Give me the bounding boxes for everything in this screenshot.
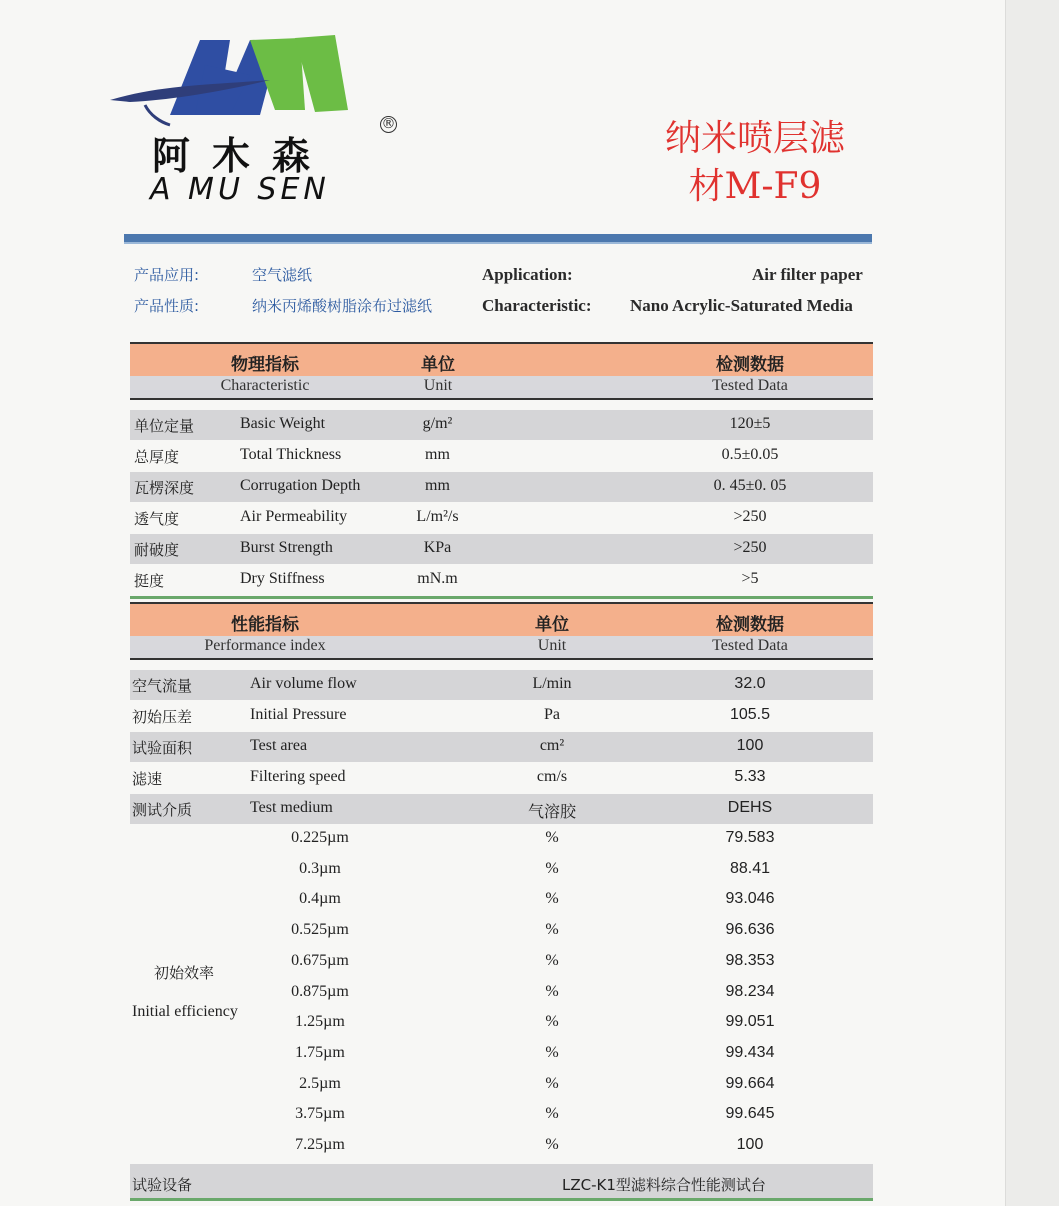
row-label-cn: 初始压差 — [132, 708, 193, 726]
row-value: >5 — [741, 570, 759, 587]
performance-col1-en: Performance index — [204, 637, 326, 654]
equipment-value: LZC-K1型滤料综合性能测试台 — [562, 1176, 766, 1194]
particle-size: 0.3µm — [299, 859, 341, 877]
efficiency-unit: % — [545, 1074, 559, 1092]
efficiency-value: 99.664 — [725, 1074, 775, 1092]
efficiency-value: 100 — [736, 1136, 764, 1153]
efficiency-unit: % — [545, 1013, 559, 1031]
physical-col2-cn: 单位 — [421, 355, 455, 375]
efficiency-row — [130, 1040, 873, 1071]
table-row — [130, 410, 873, 440]
row-label-cn: 挺度 — [134, 572, 165, 590]
performance-col2-cn: 单位 — [535, 615, 569, 635]
header-divider — [124, 234, 872, 244]
efficiency-row — [130, 856, 873, 887]
efficiency-row — [130, 825, 873, 856]
logo-chinese-name: 阿木森 — [152, 134, 333, 178]
row-label-en: Corrugation Depth — [240, 477, 361, 494]
row-value: >250 — [733, 508, 767, 525]
efficiency-unit: % — [545, 921, 559, 939]
row-unit: Pa — [544, 706, 560, 723]
table-row — [130, 670, 873, 700]
row-label-en: Burst Strength — [240, 539, 333, 556]
product-title — [640, 115, 870, 211]
table-row — [130, 794, 873, 824]
row-label-cn: 试验面积 — [132, 739, 193, 757]
efficiency-unit: % — [545, 829, 559, 846]
table-row — [130, 763, 873, 793]
efficiency-value: 99.645 — [725, 1105, 775, 1123]
table-row — [130, 534, 873, 564]
row-unit: mm — [425, 477, 450, 494]
particle-size: 1.25µm — [295, 1013, 345, 1031]
efficiency-unit: % — [545, 890, 559, 908]
table-row — [130, 441, 873, 471]
row-label-cn: 滤速 — [132, 770, 163, 788]
application-en-value: Air filter paper — [752, 265, 863, 284]
row-label-en: Test medium — [250, 799, 333, 816]
application-en-label: Application: — [482, 265, 573, 284]
application-cn-value: 空气滤纸 — [252, 266, 313, 284]
section-divider — [130, 596, 873, 599]
efficiency-unit: % — [545, 1136, 559, 1153]
row-unit: 气溶胶 — [527, 804, 576, 821]
efficiency-row — [130, 886, 873, 917]
row-label-cn: 透气度 — [134, 510, 180, 528]
table-row — [130, 472, 873, 502]
row-label-en: Test area — [250, 737, 308, 754]
efficiency-row — [130, 1101, 873, 1132]
row-value: 32.0 — [734, 675, 766, 692]
efficiency-unit: % — [545, 859, 559, 877]
efficiency-value: 98.353 — [725, 951, 775, 969]
table-row — [130, 565, 873, 595]
efficiency-unit: % — [545, 951, 559, 969]
table-row — [130, 732, 873, 762]
physical-col3-en: Tested Data — [712, 377, 788, 394]
row-value: 0. 45±0. 05 — [713, 477, 787, 494]
row-unit: cm/s — [536, 768, 568, 785]
row-label-cn: 测试介质 — [132, 801, 193, 819]
efficiency-value: 93.046 — [725, 890, 775, 908]
efficiency-label-en: Initial efficiency — [132, 1003, 238, 1020]
performance-col2-en: Unit — [537, 637, 567, 654]
row-unit: g/m² — [422, 415, 453, 432]
row-label-en: Air Permeability — [240, 508, 348, 525]
row-label-en: Filtering speed — [250, 768, 346, 785]
row-value: 105.5 — [729, 706, 771, 723]
efficiency-value: 96.636 — [725, 921, 775, 939]
characteristic-cn-label: 产品性质: — [134, 297, 200, 315]
performance-col3-cn: 检测数据 — [716, 615, 784, 635]
row-unit: KPa — [423, 539, 452, 556]
efficiency-value: 98.234 — [725, 982, 775, 1000]
equipment-label: 试验设备 — [132, 1176, 193, 1194]
row-unit: cm² — [539, 737, 565, 754]
particle-size: 0.875µm — [291, 982, 349, 1000]
row-unit: L/m²/s — [416, 508, 459, 525]
row-value: 0.5±0.05 — [721, 446, 779, 463]
row-label-en: Basic Weight — [240, 415, 326, 432]
efficiency-value: 79.583 — [725, 829, 775, 846]
efficiency-unit: % — [545, 1043, 559, 1061]
row-label-en: Air volume flow — [250, 675, 357, 692]
row-value: 5.33 — [734, 768, 766, 785]
efficiency-value: 99.051 — [725, 1013, 775, 1031]
particle-size: 0.525µm — [291, 921, 349, 939]
particle-size: 3.75µm — [295, 1105, 345, 1123]
efficiency-row — [130, 1071, 873, 1102]
efficiency-unit: % — [545, 982, 559, 1000]
efficiency-label-cn: 初始效率 — [154, 964, 215, 982]
physical-col1-en: Characteristic — [220, 377, 310, 394]
product-title-line-2: 材M-F9 — [688, 166, 822, 207]
particle-size: 2.5µm — [299, 1074, 341, 1092]
physical-col2-en: Unit — [423, 377, 453, 394]
scan-edge — [1005, 0, 1059, 1206]
table-row — [130, 503, 873, 533]
row-label-en: Dry Stiffness — [240, 570, 325, 587]
row-unit: L/min — [532, 675, 572, 692]
physical-properties-table — [130, 344, 873, 596]
row-label-cn: 空气流量 — [132, 677, 193, 695]
row-label-cn: 单位定量 — [134, 417, 195, 435]
characteristic-cn-value: 纳米丙烯酸树脂涂布过滤纸 — [252, 297, 433, 315]
performance-col1-cn: 性能指标 — [231, 615, 299, 635]
particle-size: 0.675µm — [291, 951, 349, 969]
row-label-en: Initial Pressure — [250, 706, 347, 723]
application-cn-label: 产品应用: — [134, 266, 200, 284]
efficiency-unit: % — [545, 1105, 559, 1123]
efficiency-value: 88.41 — [729, 859, 771, 877]
efficiency-value: 99.434 — [725, 1043, 775, 1061]
efficiency-row — [130, 1009, 873, 1040]
row-label-cn: 总厚度 — [134, 448, 180, 466]
table-row — [130, 701, 873, 731]
particle-size: 0.4µm — [299, 890, 341, 908]
efficiency-row — [130, 917, 873, 948]
registered-mark: ® — [381, 116, 396, 132]
efficiency-row — [130, 979, 873, 1010]
physical-col3-cn: 检测数据 — [716, 355, 784, 375]
bottom-divider — [130, 1198, 873, 1201]
characteristic-en-value: Nano Acrylic-Saturated Media — [630, 296, 853, 315]
row-unit: mm — [425, 446, 450, 463]
performance-table-header — [130, 604, 873, 660]
performance-table — [130, 604, 873, 1164]
row-label-cn: 瓦楞深度 — [134, 479, 195, 497]
performance-col3-en: Tested Data — [712, 637, 788, 654]
efficiency-row — [130, 948, 873, 979]
row-value: DEHS — [727, 799, 773, 816]
logo-english-name: A MU SEN — [150, 172, 330, 207]
physical-col1-cn: 物理指标 — [231, 355, 299, 375]
test-equipment-row — [130, 1164, 873, 1198]
physical-table-header — [130, 344, 873, 400]
particle-size: 1.75µm — [295, 1043, 345, 1061]
row-value: 120±5 — [729, 415, 771, 432]
characteristic-en-label: Characteristic: — [482, 296, 592, 315]
row-label-en: Total Thickness — [240, 446, 342, 463]
product-title-line-1: 纳米喷层滤 — [664, 118, 845, 159]
row-value: >250 — [733, 539, 767, 556]
efficiency-row — [130, 1132, 873, 1163]
row-value: 100 — [736, 737, 764, 754]
row-unit: mN.m — [417, 570, 458, 587]
row-label-cn: 耐破度 — [134, 541, 180, 559]
particle-size: 7.25µm — [295, 1136, 345, 1153]
particle-size: 0.225µm — [291, 829, 349, 846]
